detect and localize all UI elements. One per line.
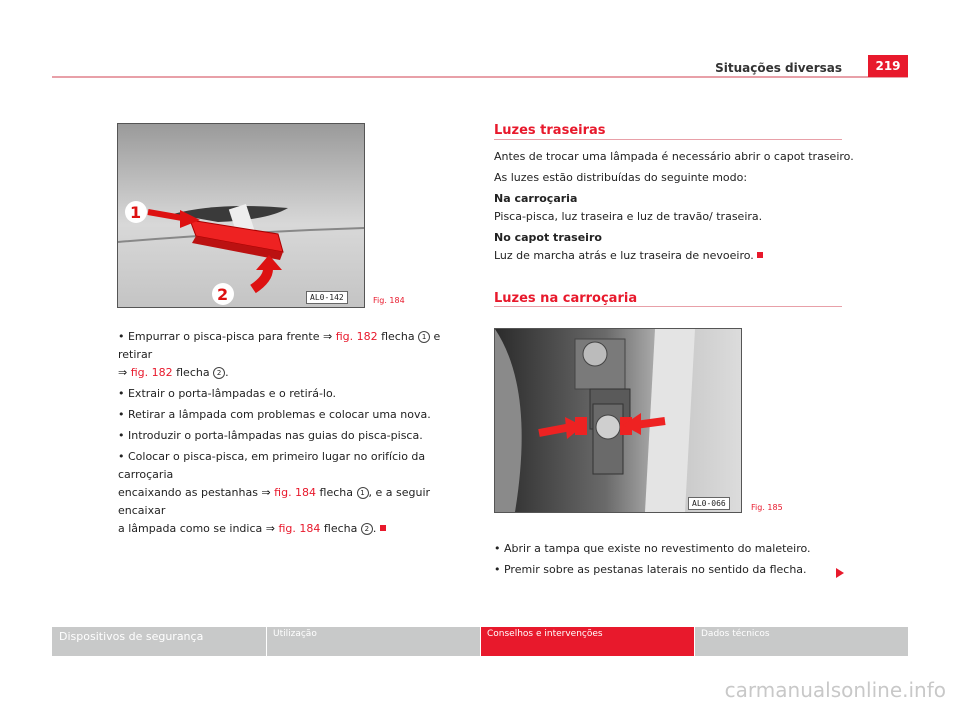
page-number: 219: [868, 55, 908, 77]
continue-arrow-icon: [836, 563, 844, 582]
fig-ref-link[interactable]: fig. 182: [335, 330, 378, 343]
step-extract-holder: • Extrair o porta-lâmpadas e o retirá-lo.: [118, 387, 336, 400]
callout-marker: 2: [361, 523, 373, 535]
paragraph: As luzes estão distribuídas do seguinte modo:: [494, 171, 748, 184]
end-of-section-icon: [757, 252, 763, 258]
heading-luzes-carrocaria: Luzes na carroçaria: [494, 291, 638, 306]
callout-marker: 1: [357, 487, 369, 499]
header-rule: [52, 76, 908, 78]
subheading-carrocaria: Na carroçaria: [494, 192, 578, 205]
heading-rule: [494, 139, 842, 140]
footer-tab-dados-tecnicos[interactable]: Dados técnicos: [695, 627, 908, 656]
end-of-section-icon: [380, 525, 386, 531]
step-insert-holder: • Introduzir o porta-lâmpadas nas guias do pisca-pisca.: [118, 429, 423, 442]
watermark: carmanualsonline.info: [724, 678, 946, 702]
section2-text: [494, 540, 854, 579]
step-fit-indicator: • Colocar o pisca-pisca, em primeiro lugar no orifício da carroçaria encaixando as pestanhas ⇒ fig. 184 flecha 1 , e a seguir encaixar a lâmpada como se indica ⇒ fig. 184 flecha 2 .: [118, 450, 431, 535]
step-push-indicator: • Empurrar o pisca-pisca para frente ⇒ fig. 182 flecha 1 e retirar ⇒ fig. 182 flecha 2 .: [118, 330, 441, 379]
figure-185-label: Fig. 185: [751, 503, 783, 512]
fig-ref-link[interactable]: fig. 184: [278, 522, 321, 535]
paragraph: Pisca-pisca, luz traseira e luz de travão/ traseira.: [494, 210, 763, 223]
paragraph: Luz de marcha atrás e luz traseira de nevoeiro.: [494, 247, 854, 265]
step-press-tabs: • Premir sobre as pestanas laterais no sentido da flecha.: [494, 563, 807, 576]
heading-luzes-traseiras: Luzes traseiras: [494, 123, 606, 138]
figure-185-code: AL0-066: [688, 497, 730, 510]
figure-185: [494, 328, 742, 513]
footer-tab-conselhos[interactable]: Conselhos e intervenções: [481, 627, 694, 656]
step-open-cover: • Abrir a tampa que existe no revestimento do maleteiro.: [494, 542, 811, 555]
section1-text: [494, 148, 854, 265]
step-replace-bulb: • Retirar a lâmpada com problemas e colocar uma nova.: [118, 408, 431, 421]
footer-tab-utilizacao[interactable]: Utilização: [267, 627, 480, 656]
footer-tab-dispositivos[interactable]: Dispositivos de segurança: [52, 627, 266, 656]
figure-184-illustration: [118, 124, 364, 307]
heading-rule: [494, 306, 842, 307]
figure-184-code: AL0-142: [306, 291, 348, 304]
callout-1: 1: [130, 203, 142, 222]
callout-marker: 2: [213, 367, 225, 379]
paragraph: Antes de trocar uma lâmpada é necessário abrir o capot traseiro.: [494, 150, 854, 163]
callout-marker: 1: [418, 331, 430, 343]
figure-184-label: Fig. 184: [373, 296, 405, 305]
fig-ref-link[interactable]: fig. 182: [130, 366, 173, 379]
left-column-text: [118, 328, 478, 538]
fig-ref-link[interactable]: fig. 184: [274, 486, 317, 499]
subheading-capot-traseiro: No capot traseiro: [494, 231, 602, 244]
callout-2: 2: [217, 285, 229, 304]
figure-184: [117, 123, 365, 308]
figure-185-illustration: [495, 329, 741, 512]
page-section-title: Situações diversas: [715, 61, 842, 75]
